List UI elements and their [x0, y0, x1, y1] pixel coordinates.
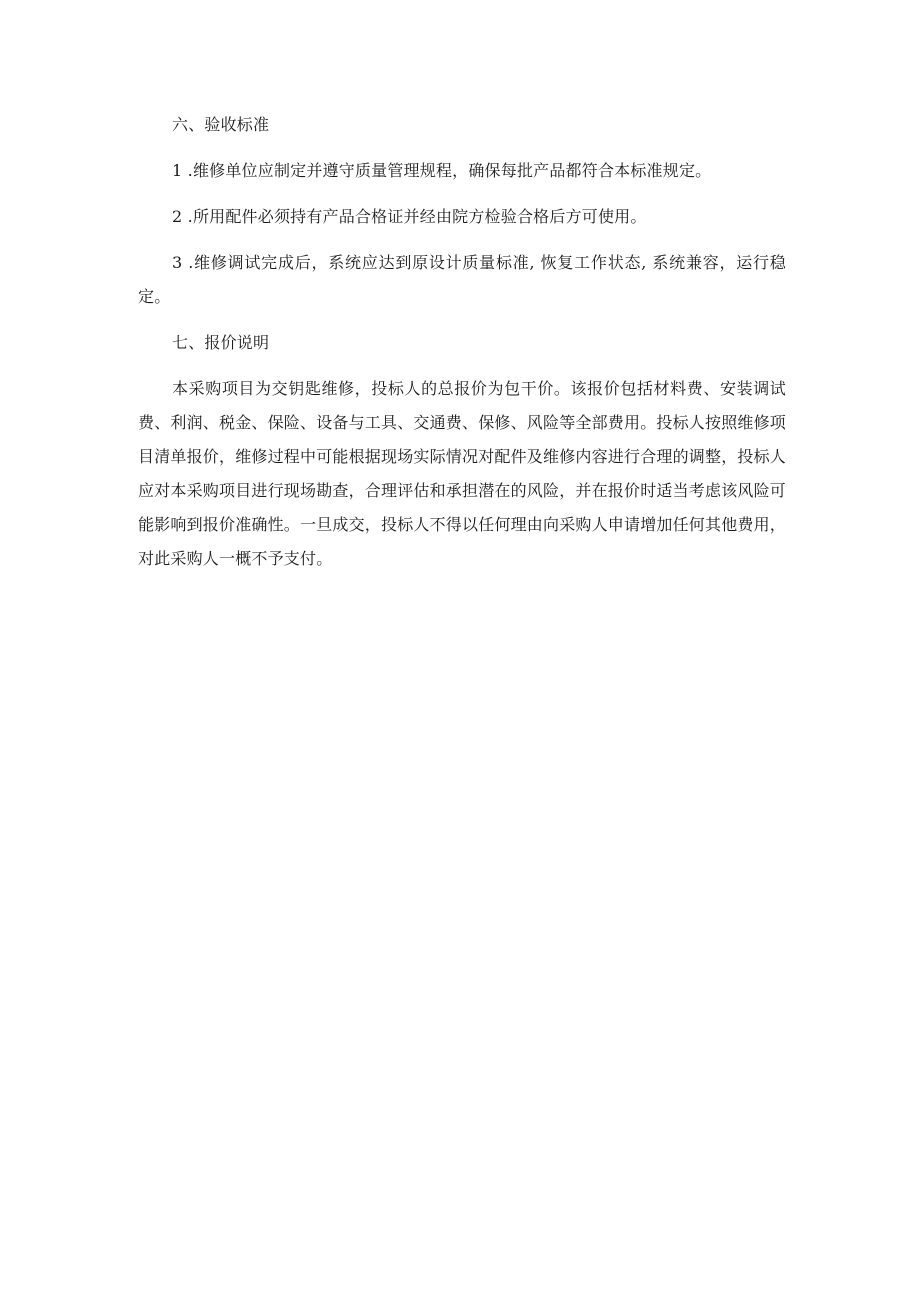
acceptance-item-1: 1 .维修单位应制定并遵守质量管理规程，确保每批产品都符合本标准规定。 — [172, 161, 712, 180]
acceptance-item-2: 2 .所用配件必须持有产品合格证并经由院方检验合格后方可使用。 — [172, 207, 647, 226]
section-heading-acceptance-standards: 六、验收标准 — [172, 115, 270, 134]
quotation-body: 本采购项目为交钥匙维修，投标人的总报价为包干价。该报价包括材料费、安装调试费、利润、税金、保险、设备与工具、交通费、保修、风险等全部费用。投标人按照维修项目清单报价，维修过程中可能根据现场实际情况对配件及维修内容进行合理的调整，投标人应对本采购项目进行现场勘查，合理评估和承担潜在的风险，并在报价时适当考虑该风险可能影响到报价准确性。一旦成交，投标人不得以任何理由向采购人申请增加任何其他费用，对此采购人一概不予支付。 — [138, 379, 787, 568]
document-page — [138, 108, 786, 576]
section-heading-quotation: 七、报价说明 — [172, 333, 270, 352]
acceptance-item-3: 3 .维修调试完成后，系统应达到原设计质量标准, 恢复工作状态, 系统兼容，运行稳定。 — [138, 253, 786, 306]
